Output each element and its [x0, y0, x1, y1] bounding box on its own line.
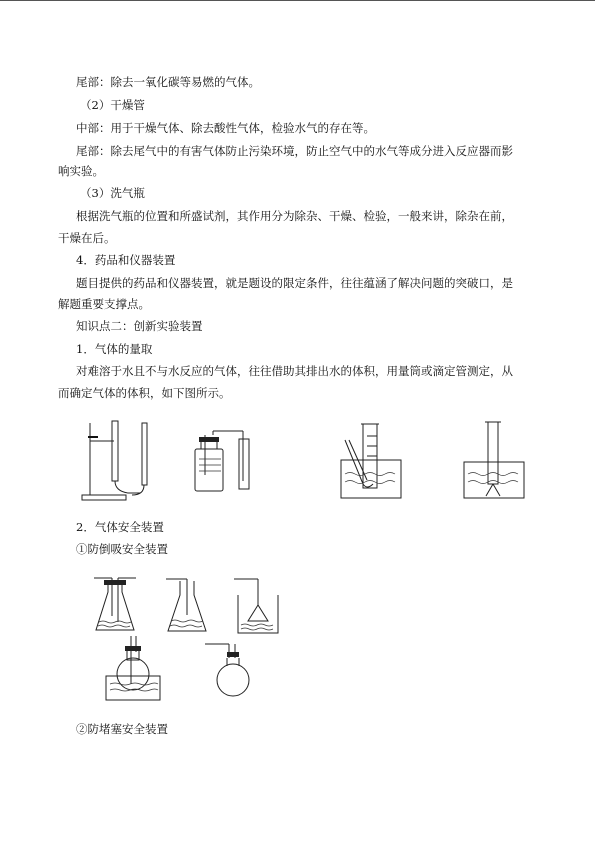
text-line-10: 题目提供的药品和仪器装置，就是题设的限定条件，往往蕴涵了解决问题的突破口，是	[76, 276, 513, 290]
figure-inverted-burette-trough	[460, 418, 530, 503]
text-line-12: 知识点二：创新实验装置	[76, 319, 203, 333]
text-line-8: 干燥在后。	[58, 231, 116, 245]
figure-flask-single-tube	[160, 575, 215, 640]
text-line-7: 根据洗气瓶的位置和所盛试剂，其作用分为除杂、干燥、检验，一般来讲，除杂在前，	[76, 209, 513, 223]
figure-bottle-cylinder	[185, 425, 265, 495]
figure-inverted-cylinder-trough	[335, 418, 410, 503]
figure-funnel-beaker	[230, 575, 285, 640]
text-line-6: （3）洗气瓶	[80, 186, 145, 200]
text-line-5: 响实验。	[58, 164, 104, 178]
text-line-1: 尾部：除去一氧化碳等易燃的气体。	[76, 75, 260, 89]
text-line-11: 解题重要支撑点。	[58, 297, 150, 311]
figure-stand-burette	[80, 415, 160, 505]
text-line-16: 2．气体安全装置	[76, 520, 164, 534]
text-line-4: 尾部：除去尾气中的有害气体防止污染环境，防止空气中的水气等成分进入反应器而影	[76, 144, 513, 158]
text-line-17: ①防倒吸安全装置	[76, 542, 168, 556]
text-line-13: 1．气体的量取	[76, 342, 153, 356]
text-line-2: （2）干燥管	[80, 98, 145, 112]
text-line-9: 4．药品和仪器装置	[76, 253, 176, 267]
figure-inverted-round-flask	[205, 640, 265, 700]
figure-flask-double-tube	[90, 572, 140, 637]
text-line-18: ②防堵塞安全装置	[76, 722, 168, 736]
header-rule	[0, 0, 595, 1]
text-line-14: 对难溶于水且不与水反应的气体，往往借助其排出水的体积，用量筒或滴定管测定，从	[76, 364, 513, 378]
figure-round-flask-trough	[100, 632, 165, 702]
text-line-3: 中部：用于干燥气体、除去酸性气体，检验水气的存在等。	[76, 121, 375, 135]
text-line-15: 而确定气体的体积，如下图所示。	[58, 386, 231, 400]
